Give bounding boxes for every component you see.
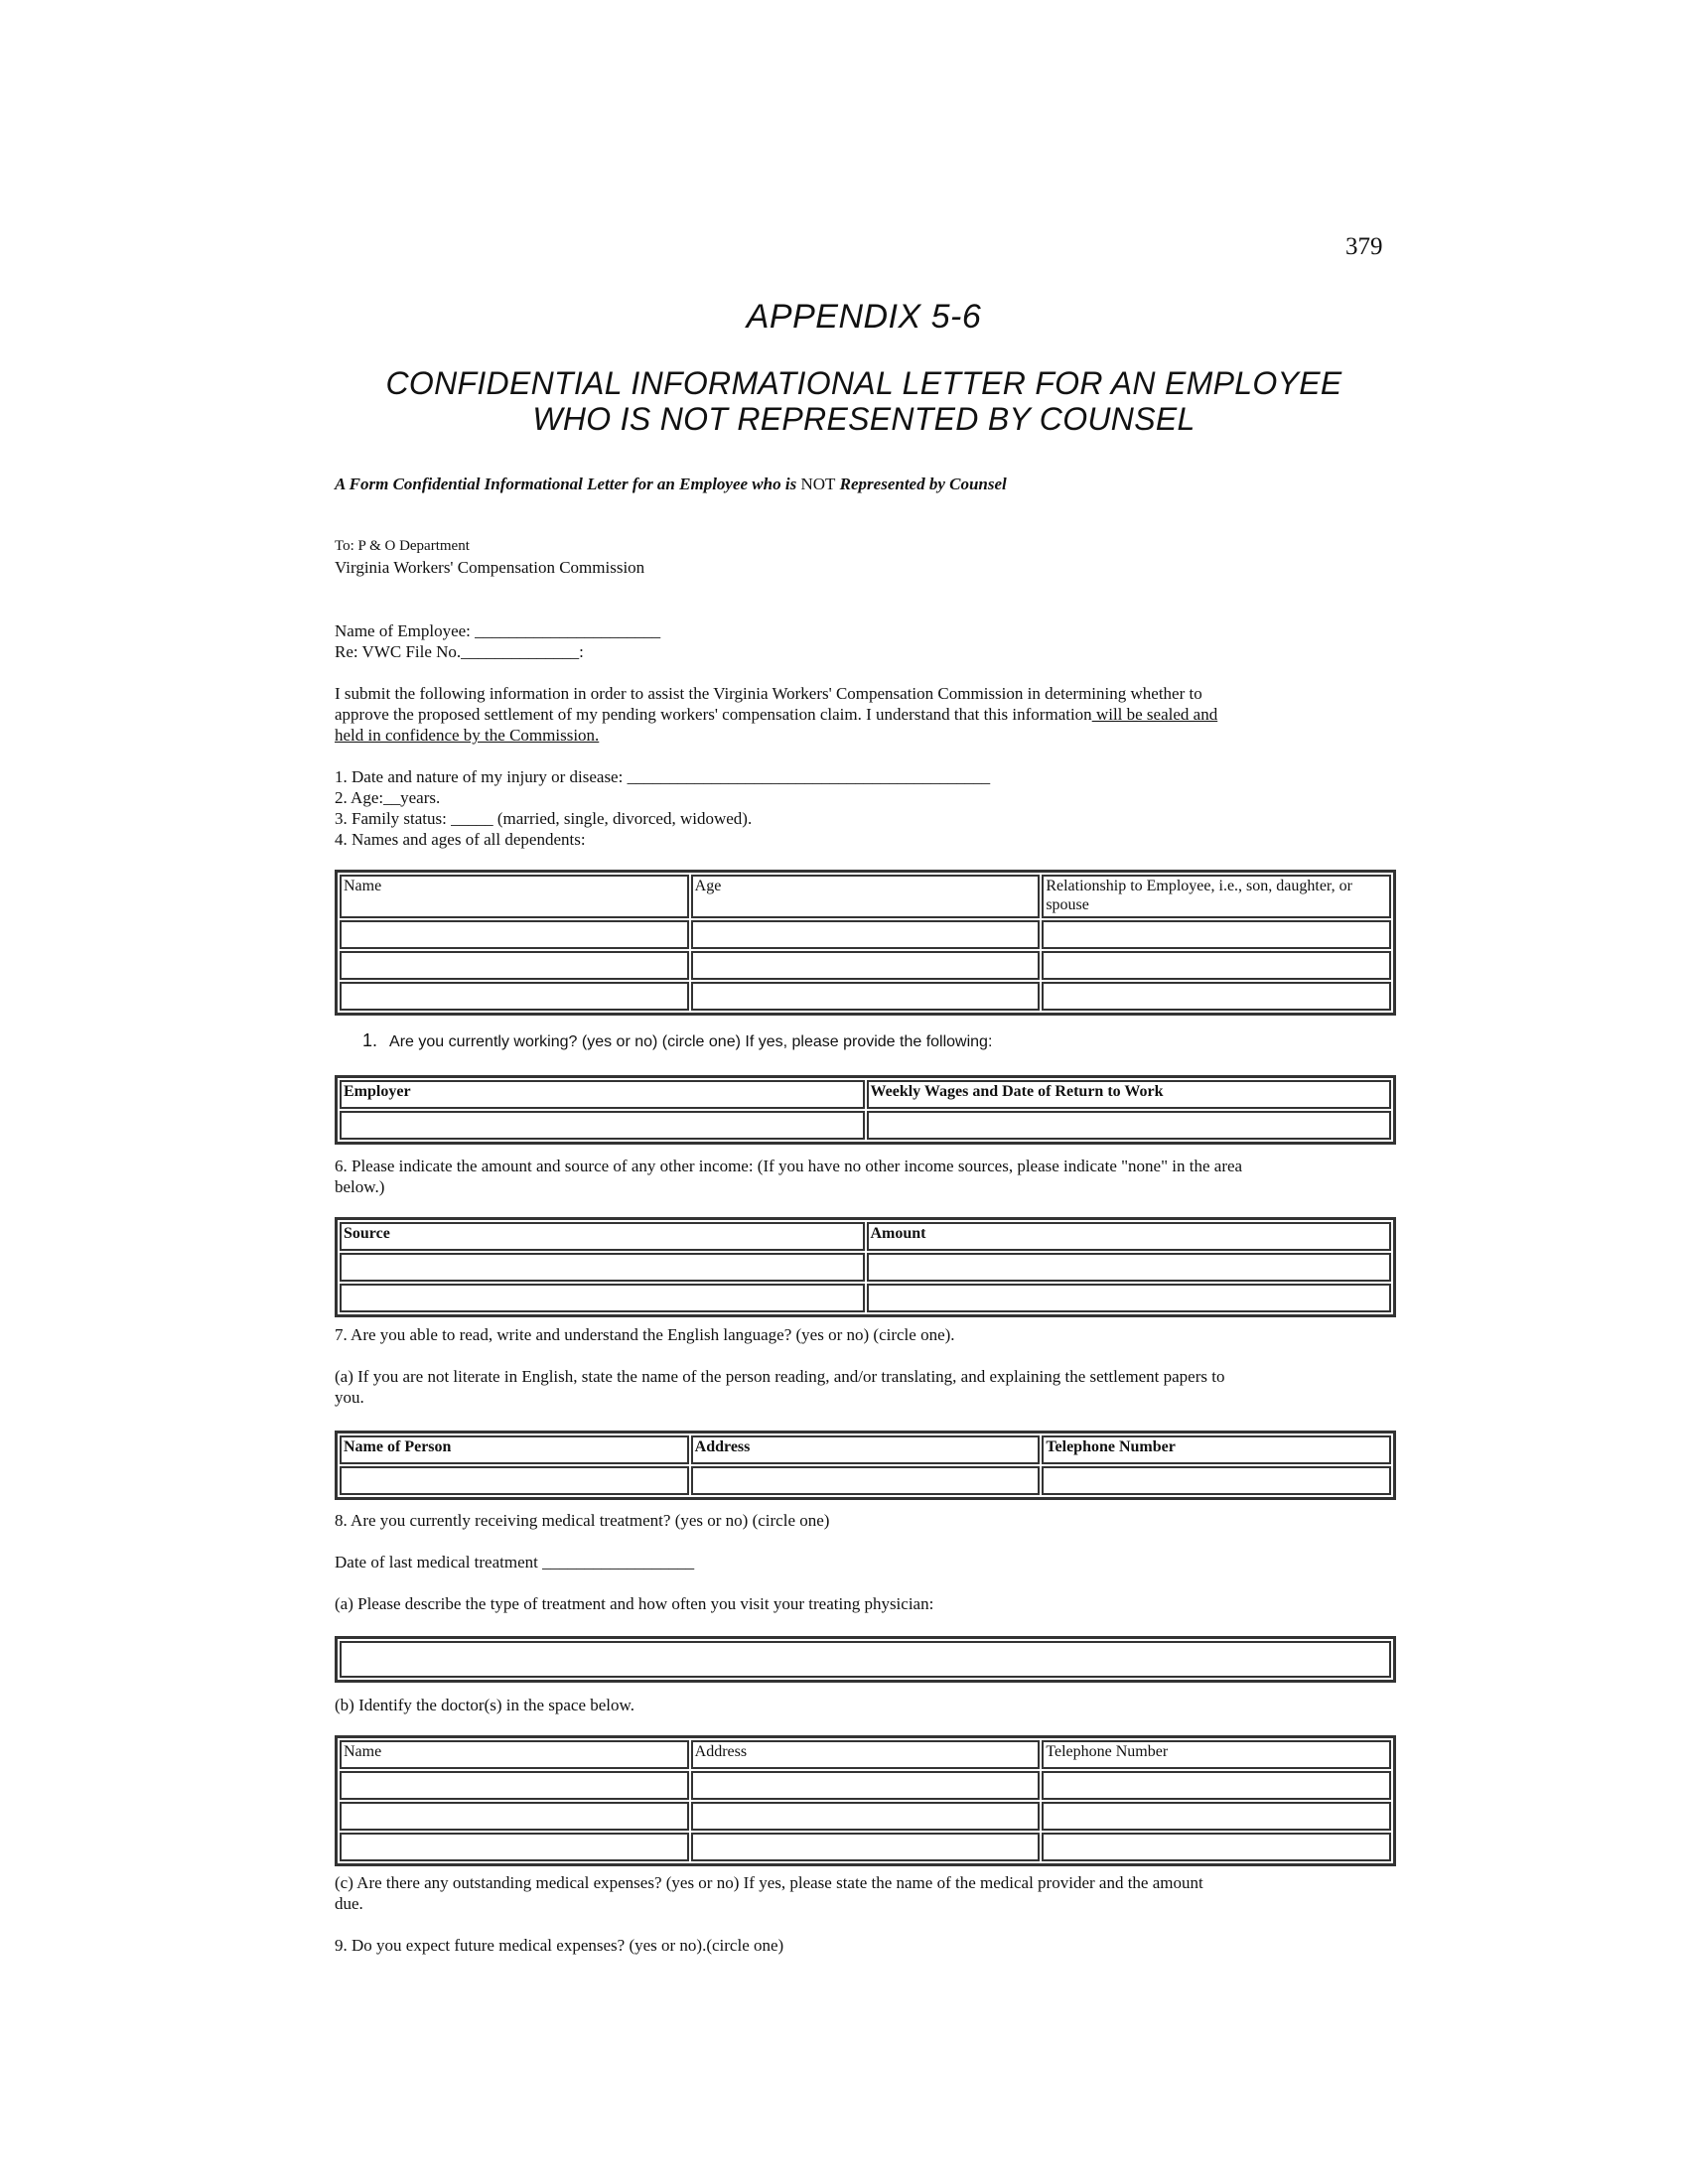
question-6 — [335, 1156, 1242, 1197]
table-header-row — [340, 1740, 1391, 1769]
table-row — [340, 1641, 1391, 1678]
form-heading — [335, 475, 1007, 494]
intro-line-1: I submit the following information in order to assist the Virginia Workers' Compensation Commission in determining whether to — [335, 684, 1202, 703]
form-heading-not: NOT — [800, 475, 836, 493]
appendix-heading: APPENDIX 5-6 — [746, 298, 982, 336]
table-cell[interactable] — [340, 1111, 865, 1140]
treatment-description-cell[interactable] — [340, 1641, 1391, 1678]
header-doctor-address: Address — [691, 1740, 1041, 1769]
last-treatment-field[interactable]: Date of last medical treatment __________________ — [335, 1553, 695, 1571]
intro-paragraph — [335, 683, 1217, 746]
table-row — [340, 1466, 1391, 1495]
recipient-block — [335, 536, 644, 578]
header-relationship: Relationship to Employee, i.e., son, daughter, or spouse — [1042, 875, 1391, 918]
table-row — [340, 1771, 1391, 1800]
header-amount: Amount — [867, 1222, 1392, 1251]
recipient-commission: Virginia Workers' Compensation Commission — [335, 558, 645, 577]
table-cell[interactable] — [691, 1771, 1041, 1800]
table-cell[interactable] — [1042, 951, 1391, 980]
table-cell[interactable] — [340, 1833, 689, 1861]
table-row — [340, 982, 1391, 1011]
question-7a-line-1: (a) If you are not literate in English, state the name of the person reading, and/or translating, and explaining the settlement papers to — [335, 1367, 1225, 1386]
table-cell[interactable] — [867, 1253, 1392, 1282]
table-row — [340, 1802, 1391, 1831]
header-doctor-name: Name — [340, 1740, 689, 1769]
table-cell[interactable] — [691, 1466, 1041, 1495]
question-3[interactable]: 3. Family status: _____ (married, single, divorced, widowed). — [335, 809, 753, 828]
table-cell[interactable] — [340, 1802, 689, 1831]
question-6-line-2: below.) — [335, 1177, 385, 1196]
table-cell[interactable] — [340, 1253, 865, 1282]
intro-line-2: approve the proposed settlement of my pending workers' compensation claim. I understand that this information — [335, 705, 1092, 724]
table-header-row — [340, 1222, 1391, 1251]
header-address: Address — [691, 1435, 1041, 1464]
title-line-2: WHO IS NOT REPRESENTED BY COUNSEL — [532, 401, 1196, 437]
table-row — [340, 951, 1391, 980]
form-heading-part1: A Form Confidential Informational Letter for an Employee who is — [335, 475, 801, 493]
header-name-of-person: Name of Person — [340, 1435, 689, 1464]
table-cell[interactable] — [867, 1284, 1392, 1312]
question-8c — [335, 1872, 1203, 1914]
name-of-employee-field[interactable]: Name of Employee: ______________________ — [335, 621, 661, 640]
question-7: 7. Are you able to read, write and understand the English language? (yes or no) (circle one). — [335, 1325, 955, 1344]
table-row — [340, 1253, 1391, 1282]
header-doctor-telephone: Telephone Number — [1042, 1740, 1391, 1769]
question-8a: (a) Please describe the type of treatment and how often you visit your treating physician: — [335, 1594, 934, 1613]
document-title — [0, 365, 1688, 437]
table-header-row — [340, 1435, 1391, 1464]
table-row — [340, 1111, 1391, 1140]
table-cell[interactable] — [340, 982, 689, 1011]
table-row — [340, 1284, 1391, 1312]
question-4: 4. Names and ages of all dependents: — [335, 830, 586, 849]
table-cell[interactable] — [340, 1284, 865, 1312]
working-question — [362, 1030, 992, 1051]
question-8b: (b) Identify the doctor(s) in the space below. — [335, 1696, 634, 1714]
employee-block — [335, 620, 660, 662]
table-cell[interactable] — [691, 1802, 1041, 1831]
table-cell[interactable] — [1042, 1833, 1391, 1861]
question-6-line-1: 6. Please indicate the amount and source of any other income: (If you have no other income sources, please indicate "none" in the area — [335, 1157, 1243, 1175]
table-cell[interactable] — [691, 982, 1041, 1011]
question-2[interactable]: 2. Age:__years. — [335, 788, 441, 807]
table-header-row — [340, 1080, 1391, 1109]
doctor-table — [335, 1735, 1396, 1866]
employer-table — [335, 1075, 1396, 1145]
header-name: Name — [340, 875, 689, 918]
question-7a — [335, 1366, 1224, 1408]
table-row — [340, 920, 1391, 949]
table-cell[interactable] — [691, 920, 1041, 949]
table-cell[interactable] — [340, 1466, 689, 1495]
questions-1-4 — [335, 766, 990, 850]
working-number: 1. — [362, 1030, 378, 1050]
title-line-1: CONFIDENTIAL INFORMATIONAL LETTER FOR AN EMPLOYEE — [385, 365, 1342, 401]
header-telephone: Telephone Number — [1042, 1435, 1391, 1464]
translator-table — [335, 1431, 1396, 1500]
intro-underlined-1: will be sealed and — [1091, 705, 1218, 724]
table-cell[interactable] — [340, 920, 689, 949]
table-cell[interactable] — [340, 1771, 689, 1800]
table-cell[interactable] — [340, 951, 689, 980]
dependents-table — [335, 870, 1396, 1016]
recipient-department: To: P & O Department — [335, 538, 470, 554]
file-number-field[interactable]: Re: VWC File No.______________: — [335, 642, 584, 661]
page-number: 379 — [1345, 233, 1383, 260]
question-9: 9. Do you expect future medical expenses? (yes or no).(circle one) — [335, 1936, 784, 1955]
header-source: Source — [340, 1222, 865, 1251]
table-cell[interactable] — [1042, 1771, 1391, 1800]
table-cell[interactable] — [1042, 1466, 1391, 1495]
table-cell[interactable] — [1042, 920, 1391, 949]
table-header-row — [340, 875, 1391, 918]
question-8c-line-2: due. — [335, 1894, 363, 1913]
intro-underlined-2: held in confidence by the Commission. — [335, 726, 600, 745]
table-cell[interactable] — [867, 1111, 1392, 1140]
question-1[interactable]: 1. Date and nature of my injury or disease: ___________________________________________ — [335, 767, 991, 786]
header-weekly-wages: Weekly Wages and Date of Return to Work — [867, 1080, 1392, 1109]
treatment-description-table — [335, 1636, 1396, 1683]
question-8c-line-1: (c) Are there any outstanding medical expenses? (yes or no) If yes, please state the name of the medical provider and the amount — [335, 1873, 1203, 1892]
income-table — [335, 1217, 1396, 1317]
table-cell[interactable] — [691, 951, 1041, 980]
table-cell[interactable] — [1042, 1802, 1391, 1831]
table-cell[interactable] — [691, 1833, 1041, 1861]
question-7a-line-2: you. — [335, 1388, 364, 1407]
form-heading-part2: Represented by Counsel — [835, 475, 1007, 493]
table-cell[interactable] — [1042, 982, 1391, 1011]
header-age: Age — [691, 875, 1041, 918]
header-employer: Employer — [340, 1080, 865, 1109]
question-8: 8. Are you currently receiving medical treatment? (yes or no) (circle one) — [335, 1511, 830, 1530]
table-row — [340, 1833, 1391, 1861]
working-text: Are you currently working? (yes or no) (circle one) If yes, please provide the following: — [389, 1033, 993, 1050]
